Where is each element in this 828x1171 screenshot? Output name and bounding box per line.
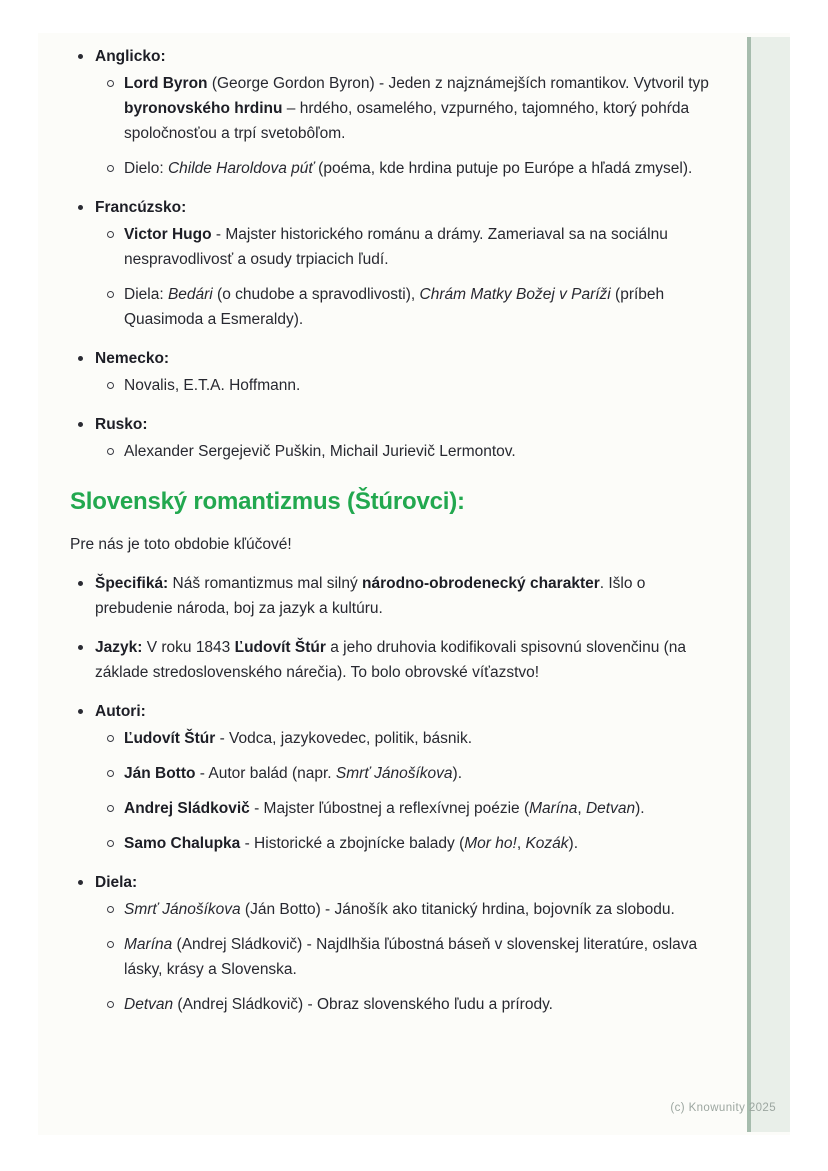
list-subitem-text: [124, 439, 516, 464]
text-run: ).: [452, 765, 463, 782]
bullet-circle-icon: [107, 840, 114, 847]
text-run: Náš romantizmus mal silný: [168, 575, 363, 592]
list-subitem-text: [124, 222, 724, 272]
bullet-disc-icon: [78, 645, 83, 650]
list-item-body: [95, 571, 724, 621]
list-item-text: [95, 195, 724, 220]
list-subitem: [95, 831, 724, 856]
list-item: [70, 635, 724, 685]
bullet-circle-icon: [107, 231, 114, 238]
bullet-circle-icon: [107, 165, 114, 172]
bold-text-run: Anglicko:: [95, 48, 166, 65]
text-run: Alexander Sergejevič Puškin, Michail Jurievič Lermontov.: [124, 443, 516, 460]
list-item-body: [95, 412, 724, 464]
list-item-body: [95, 699, 724, 856]
bullet-disc-icon: [78, 54, 83, 59]
text-run: - Majster ľúbostnej a reflexívnej poézie (: [249, 800, 530, 817]
text-run: (poéma, kde hrdina putuje po Európe a hľadá zmysel).: [313, 160, 693, 177]
bullet-circle-icon: [107, 80, 114, 87]
list-subitem-text: [124, 156, 692, 181]
text-run: - Autor balád (napr.: [195, 765, 336, 782]
list-item-body: [95, 870, 724, 1017]
text-run: (Ján Botto) - Jánošík ako titanický hrdina, bojovník za slobodu.: [240, 901, 675, 918]
italic-text-run: Marína: [529, 800, 578, 817]
list-subitem: [95, 992, 724, 1017]
section-heading: Slovenský romantizmus (Štúrovci):: [70, 488, 465, 515]
right-margin-bar: [747, 37, 790, 1132]
bullet-list: [70, 44, 724, 464]
list-item-text: [95, 44, 724, 69]
bullet-disc-icon: [78, 422, 83, 427]
bullet-circle-icon: [107, 448, 114, 455]
text-run: ).: [635, 800, 645, 817]
sub-bullet-list: [95, 897, 724, 1017]
bold-text-run: národno-obrodenecký charakter: [362, 575, 600, 592]
list-subitem-text: [124, 932, 724, 982]
list-subitem-text: [124, 282, 724, 332]
italic-text-run: Childe Haroldova púť: [167, 160, 314, 177]
list-item-text: [95, 699, 724, 724]
list-item: [70, 44, 724, 181]
list-item-body: [95, 195, 724, 332]
text-run: (Andrej Sládkovič) - Najdlhšia ľúbostná báseň v slovenskej literatúre, oslava lásky, krásy a Slovenska.: [124, 936, 698, 978]
text-run: (Andrej Sládkovič) - Obraz slovenského ľudu a prírody.: [173, 996, 553, 1013]
list-subitem: [95, 726, 724, 751]
text-run: - Historické a zbojnícke balady (: [240, 835, 465, 852]
bullet-disc-icon: [78, 581, 83, 586]
bold-text-run: Diela:: [95, 874, 138, 891]
sub-bullet-list: [95, 726, 724, 856]
list-item: [70, 346, 724, 398]
list-subitem-text: [124, 726, 472, 751]
sub-bullet-list: [95, 439, 724, 464]
bold-text-run: Victor Hugo: [124, 226, 212, 243]
list-item-text: [95, 635, 724, 685]
bullet-circle-icon: [107, 291, 114, 298]
bold-text-run: Ľudovít Štúr: [234, 639, 326, 656]
list-item: [70, 699, 724, 856]
bold-text-run: Ján Botto: [124, 765, 196, 782]
bold-text-run: Špecifiká:: [95, 575, 169, 592]
text-run: (o chudobe a spravodlivosti),: [212, 286, 420, 303]
bullet-circle-icon: [107, 770, 114, 777]
text-run: V roku 1843: [142, 639, 235, 656]
list-item-text: [95, 571, 724, 621]
list-subitem-text: [124, 992, 553, 1017]
list-subitem: [95, 222, 724, 272]
list-subitem-text: [124, 897, 675, 922]
bold-text-run: Rusko:: [95, 416, 148, 433]
list-item-body: [95, 44, 724, 181]
italic-text-run: Detvan: [124, 996, 174, 1013]
text-run: (George Gordon Byron) - Jeden z najznámejších romantikov. Vytvoril typ: [207, 75, 709, 92]
paragraph: [70, 532, 724, 557]
italic-text-run: Chrám Matky Božej v Paríži: [419, 286, 611, 303]
bullet-disc-icon: [78, 709, 83, 714]
text-run: - Vodca, jazykovedec, politik, básnik.: [215, 730, 473, 747]
bullet-circle-icon: [107, 1001, 114, 1008]
list-subitem: [95, 932, 724, 982]
bold-text-run: Ľudovít Štúr: [124, 730, 216, 747]
bold-text-run: Jazyk:: [95, 639, 143, 656]
text-run: ,: [516, 835, 526, 852]
text-run: - Majster historického románu a drámy. Zameriaval sa na sociálnu nespravodlivosť a osudy trpiacich ľudí.: [124, 226, 668, 268]
list-subitem: [95, 761, 724, 786]
watermark-text: (c) Knowunity 2025: [670, 1102, 776, 1114]
list-item: [70, 571, 724, 621]
list-subitem: [95, 282, 724, 332]
italic-text-run: Smrť Jánošíkova: [124, 901, 241, 918]
italic-text-run: Kozák: [525, 835, 569, 852]
italic-text-run: Bedári: [167, 286, 213, 303]
list-item: [70, 870, 724, 1017]
list-item-text: [95, 870, 724, 895]
sub-bullet-list: [95, 373, 724, 398]
bullet-circle-icon: [107, 805, 114, 812]
bold-text-run: Autori:: [95, 703, 146, 720]
text-run: ).: [568, 835, 579, 852]
sub-bullet-list: [95, 222, 724, 332]
list-subitem: [95, 71, 724, 146]
bullet-circle-icon: [107, 906, 114, 913]
list-item-body: [95, 635, 724, 685]
italic-text-run: Marína: [124, 936, 173, 953]
list-subitem-text: [124, 831, 578, 856]
italic-text-run: Smrť Jánošíkova: [335, 765, 453, 782]
text-run: ,: [577, 800, 586, 817]
list-item-text: [95, 412, 724, 437]
list-item: [70, 195, 724, 332]
text-run: . Išlo o prebudenie národa, boj za jazyk a kultúru.: [95, 575, 646, 617]
list-subitem-text: [124, 71, 724, 146]
italic-text-run: Mor ho!: [464, 835, 517, 852]
text-run: Novalis, E.T.A. Hoffmann.: [124, 377, 301, 394]
text-run: Diela:: [124, 286, 168, 303]
bullet-disc-icon: [78, 356, 83, 361]
list-item: [70, 412, 724, 464]
bullet-circle-icon: [107, 735, 114, 742]
text-run: Pre nás je toto obdobie kľúčové!: [70, 536, 292, 553]
bold-text-run: Francúzsko:: [95, 199, 187, 216]
italic-text-run: Detvan: [585, 800, 636, 817]
bullet-circle-icon: [107, 941, 114, 948]
bullet-disc-icon: [78, 880, 83, 885]
list-item-text: [95, 346, 724, 371]
text-run: (príbeh Quasimoda a Esmeraldy).: [124, 286, 665, 328]
list-subitem-text: [124, 796, 645, 821]
list-subitem: [95, 373, 724, 398]
bold-text-run: Nemecko:: [95, 350, 170, 367]
document-content: [70, 33, 724, 1031]
list-subitem: [95, 897, 724, 922]
bullet-circle-icon: [107, 382, 114, 389]
bold-text-run: Lord Byron: [124, 75, 208, 92]
sub-bullet-list: [95, 71, 724, 181]
bold-text-run: byronovského hrdinu: [124, 100, 283, 117]
list-subitem: [95, 796, 724, 821]
list-subitem-text: [124, 373, 300, 398]
list-subitem: [95, 439, 724, 464]
bullet-list: [70, 571, 724, 1017]
list-subitem: [95, 156, 724, 181]
text-run: Dielo:: [124, 160, 168, 177]
bold-text-run: Samo Chalupka: [124, 835, 241, 852]
bullet-disc-icon: [78, 205, 83, 210]
text-run: a jeho druhovia kodifikovali spisovnú slovenčinu (na základe stredoslovenského nárečia). To bolo obrovské víťazstvo!: [95, 639, 687, 681]
bold-text-run: Andrej Sládkovič: [124, 800, 250, 817]
text-run: – hrdého, osamelého, vzpurného, tajomného, ktorý pohŕda spoločnosťou a trpí svetobôľom.: [124, 100, 690, 142]
list-subitem-text: [124, 761, 462, 786]
list-item-body: [95, 346, 724, 398]
